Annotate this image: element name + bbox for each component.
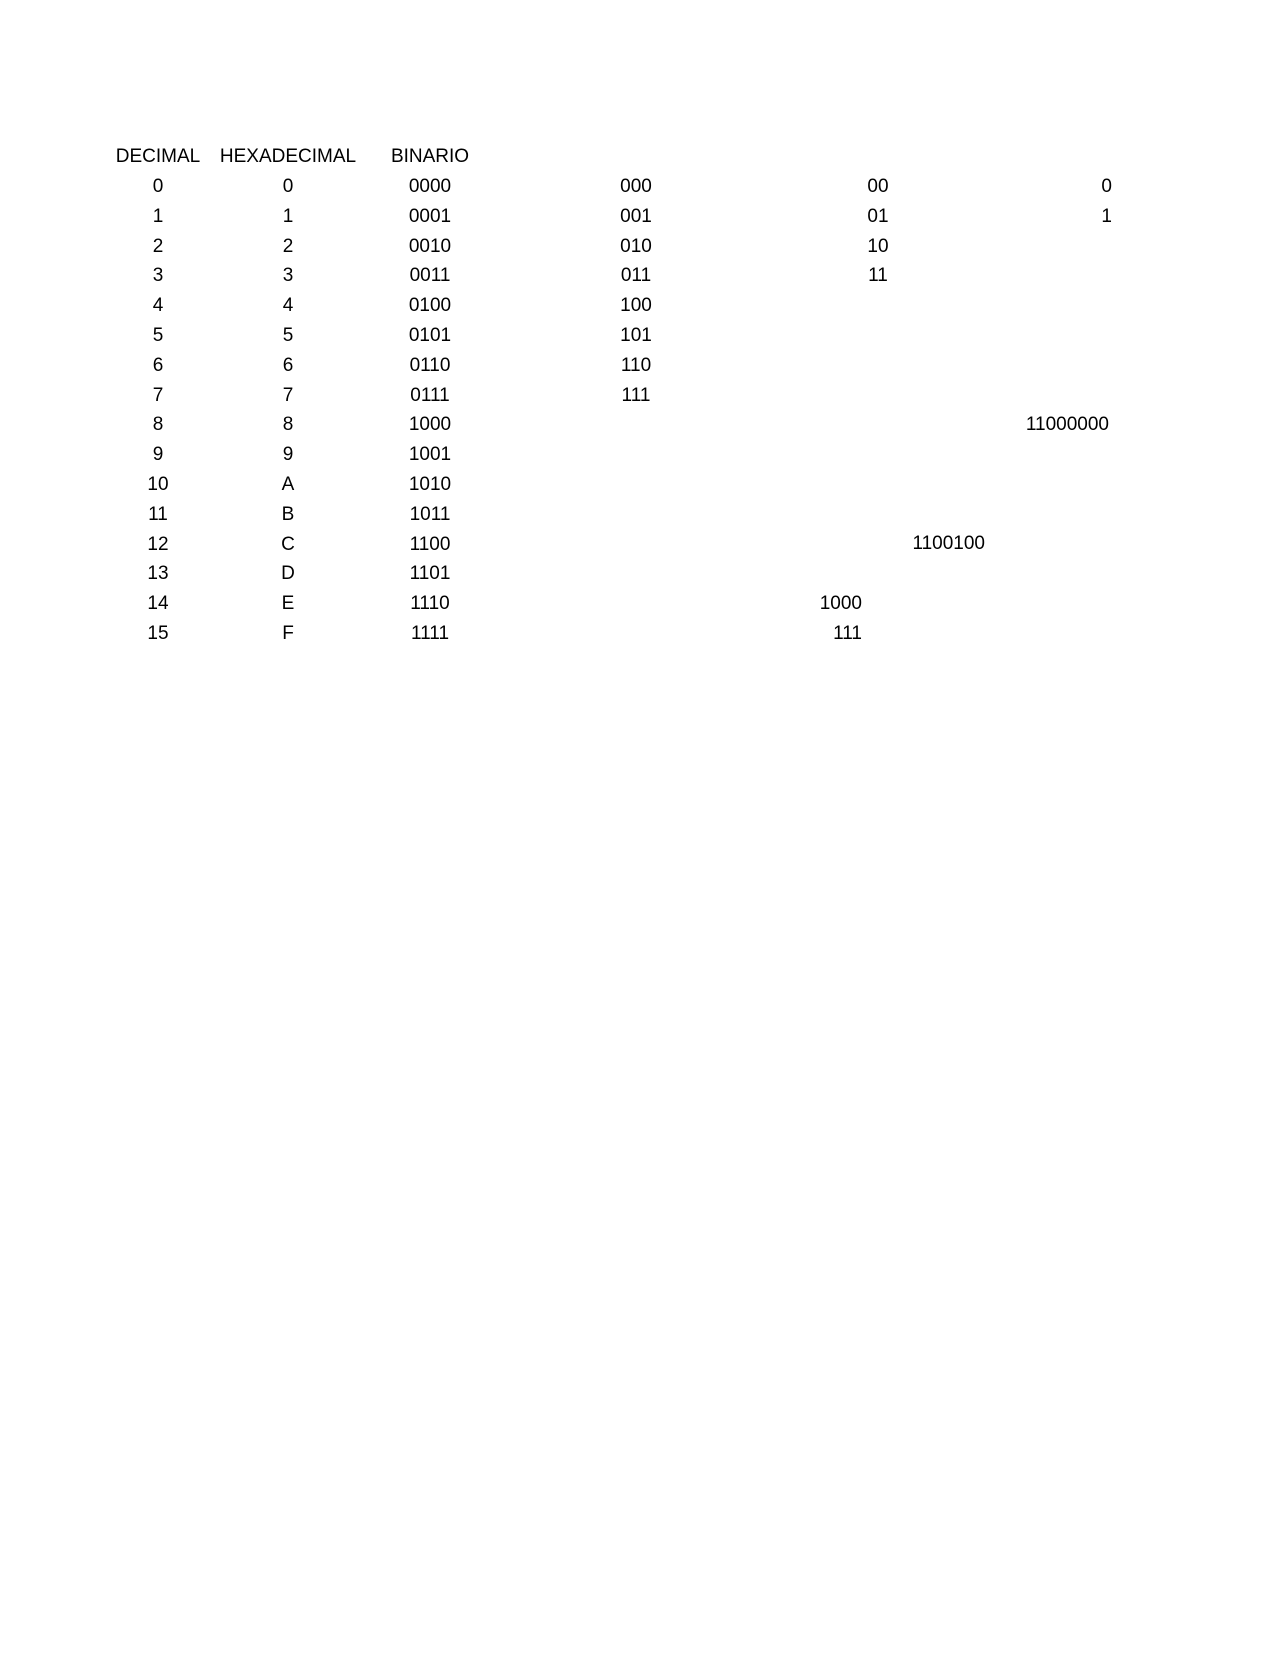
binary-cell: 0100	[408, 295, 452, 317]
binary-cell: 1010	[408, 474, 452, 495]
hex-cell: 4	[282, 295, 294, 317]
one-bit-cell: 1	[1101, 205, 1112, 227]
decimal-cell: 1	[152, 205, 164, 227]
decimal-cell: 12	[147, 533, 169, 555]
hex-cell: C	[281, 533, 295, 555]
three-bit-cell: 000	[620, 176, 652, 197]
binary-cell: 1101	[409, 563, 451, 585]
binary-cell: 1111	[410, 623, 450, 644]
three-bit-cell: 101	[620, 325, 652, 346]
three-bit-cell: 100	[620, 295, 652, 317]
hex-cell: 9	[282, 444, 294, 466]
header-hexadecimal: HEXADECIMAL	[219, 146, 357, 167]
decimal-cell: 10	[147, 474, 169, 495]
two-bit-cell: 01	[867, 205, 889, 227]
header-decimal: DECIMAL	[115, 146, 201, 167]
decimal-cell: 4	[152, 295, 164, 317]
three-bit-cell: 001	[620, 205, 652, 227]
decimal-cell: 6	[152, 354, 164, 376]
value-cell: 111	[833, 623, 862, 644]
hex-cell: 5	[282, 325, 294, 346]
binary-cell: 0110	[409, 354, 451, 376]
decimal-cell: 0	[152, 176, 164, 197]
three-bit-cell: 011	[620, 265, 652, 287]
binary-cell: 0010	[408, 235, 452, 257]
hex-cell: 2	[282, 235, 294, 257]
hex-cell: F	[282, 623, 294, 644]
binary-cell: 0001	[408, 205, 452, 227]
decimal-cell: 15	[147, 623, 169, 644]
hex-cell: D	[281, 563, 295, 585]
decimal-cell: 14	[147, 593, 169, 615]
hex-cell: 7	[282, 384, 294, 406]
binary-cell: 0101	[408, 325, 452, 346]
decimal-cell: 3	[152, 265, 164, 287]
decimal-cell: 13	[147, 563, 169, 585]
hex-cell: E	[281, 593, 295, 615]
hex-cell: 3	[282, 265, 294, 287]
hex-cell: 1	[282, 205, 294, 227]
decimal-cell: 2	[152, 235, 164, 257]
binary-cell: 0111	[410, 384, 450, 406]
three-bit-cell: 111	[621, 384, 651, 406]
two-bit-cell: 11	[868, 265, 888, 287]
binary-cell: 0011	[409, 265, 451, 287]
header-binario: BINARIO	[390, 146, 470, 167]
value-cell: 11000000	[1025, 414, 1109, 435]
decimal-cell: 7	[152, 384, 164, 406]
value-cell: 1100100	[912, 533, 985, 554]
decimal-cell: 9	[152, 444, 164, 466]
three-bit-cell: 010	[620, 235, 652, 257]
hex-cell: 6	[282, 354, 294, 376]
two-bit-cell: 10	[867, 235, 889, 257]
hex-cell: 8	[282, 414, 294, 436]
one-bit-cell: 0	[1101, 176, 1112, 197]
binary-cell: 1110	[410, 593, 450, 615]
binary-cell: 0000	[408, 176, 452, 197]
hex-cell: A	[281, 474, 295, 495]
binary-cell: 1100	[409, 533, 451, 555]
decimal-cell: 5	[152, 325, 164, 346]
two-bit-cell: 00	[867, 176, 889, 197]
hex-cell: B	[281, 503, 295, 525]
decimal-cell: 8	[152, 414, 164, 436]
decimal-cell: 11	[148, 503, 168, 525]
three-bit-cell: 110	[620, 354, 652, 376]
binary-cell: 1011	[409, 503, 451, 525]
binary-cell: 1000	[408, 414, 452, 436]
hex-cell: 0	[282, 176, 294, 197]
value-cell: 1000	[819, 593, 862, 614]
binary-cell: 1001	[408, 444, 452, 466]
